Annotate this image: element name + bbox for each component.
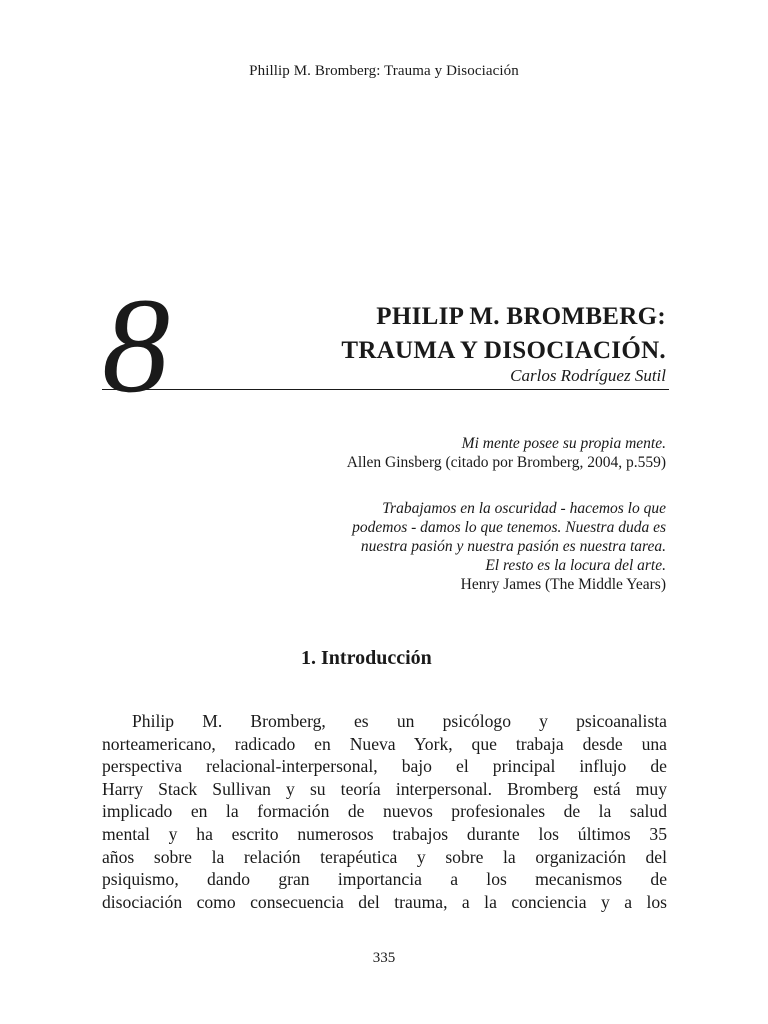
chapter-author: Carlos Rodríguez Sutil: [510, 366, 666, 385]
body-line: norteamericano, radicado en Nueva York, que trabaja desde una: [102, 733, 667, 754]
epigraph-quote-line: Mi mente posee su propia mente.: [461, 435, 666, 452]
epigraph-attribution: Allen Ginsberg (citado por Bromberg, 2004, p.559): [346, 454, 666, 471]
body-line: Philip M. Bromberg, es un psicólogo y psicoanalista: [132, 711, 667, 731]
page-number: 335: [372, 950, 396, 966]
chapter-title-line-2: TRAUMA Y DISOCIACIÓN.: [341, 337, 666, 364]
chapter-title: [341, 300, 666, 368]
epigraph-quote-line: podemos - damos lo que tenemos. Nuestra duda es: [352, 519, 666, 536]
body-line: implicado en la formación de nuevos profesionales de la salud: [102, 801, 667, 822]
running-header: Phillip M. Bromberg: Trauma y Disociación: [249, 63, 519, 79]
epigraph-james: [266, 499, 666, 594]
body-line: perspectiva relacional-interpersonal, bajo el principal influjo de: [102, 756, 667, 777]
epigraph-ginsberg: [266, 434, 666, 472]
epigraph-attribution: Henry James (The Middle Years): [460, 576, 666, 593]
body-line: psiquismo, dando gran importancia a los mecanismos de: [102, 869, 667, 890]
epigraph-quote-line: Trabajamos en la oscuridad - hacemos lo que: [382, 500, 666, 517]
body-line: disociación como consecuencia del trauma, a la conciencia y a los: [102, 891, 667, 912]
chapter-number: 8: [102, 271, 170, 421]
body-line: años sobre la relación terapéutica y sobre la organización del: [102, 846, 667, 867]
epigraph-quote-line: nuestra pasión y nuestra pasión es nuestra tarea.: [360, 538, 666, 555]
body-line: mental y ha escrito numerosos trabajos durante los últimos 35: [102, 823, 667, 844]
section-heading: 1. Introducción: [301, 647, 432, 669]
body-paragraph: [102, 710, 667, 913]
title-divider: [102, 389, 669, 390]
body-line: Harry Stack Sullivan y su teoría interpersonal. Bromberg está muy: [102, 778, 667, 799]
epigraph-quote-line: El resto es la locura del arte.: [485, 557, 666, 574]
chapter-title-line-1: PHILIP M. BROMBERG:: [376, 303, 666, 330]
